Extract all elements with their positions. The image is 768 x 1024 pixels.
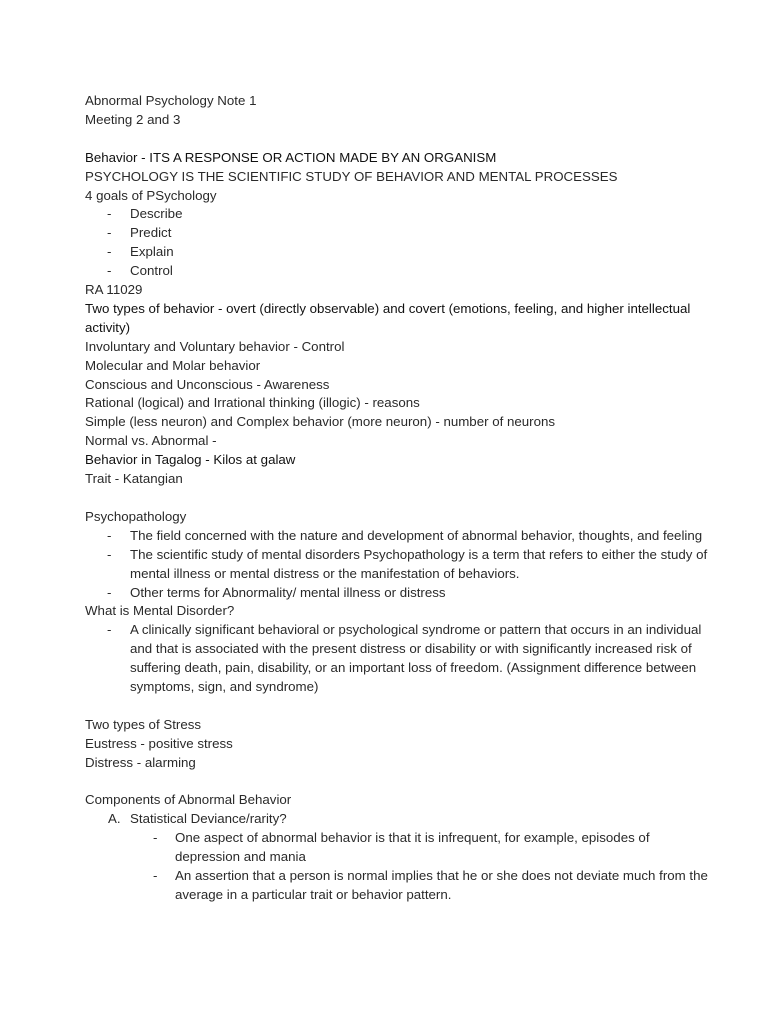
- spacer: [85, 697, 708, 716]
- ra-number: RA 11029: [85, 282, 143, 298]
- list-item-text: A clinically significant behavioral or psychological syndrome or pattern that occurs in an individual and that is associated with the present distress or disability or with significantly increased risk of suffering death, pain, disability, or an important loss of freedom. (Assignment difference between symptoms, sign, and syndrome): [130, 622, 702, 695]
- list-item: [85, 527, 708, 546]
- goal-text: Control: [130, 263, 173, 279]
- list-item-text: One aspect of abnormal behavior is that it is infrequent, for example, episodes of depression and mania: [175, 830, 650, 865]
- simple-complex: Simple (less neuron) and Complex behavior (more neuron) - number of neurons: [85, 414, 556, 430]
- list-item: [85, 829, 708, 867]
- list-item: [85, 224, 708, 243]
- psychopathology-list: [85, 527, 708, 603]
- goal-text: Predict: [130, 225, 172, 241]
- psychology-definition: PSYCHOLOGY IS THE SCIENTIFIC STUDY OF BEHAVIOR AND MENTAL PROCESSES: [85, 168, 618, 184]
- normal-abnormal: Normal vs. Abnormal -: [85, 433, 217, 449]
- dash-marker: -: [107, 263, 112, 279]
- doc-title: Abnormal Psychology Note 1: [85, 93, 257, 108]
- spacer: [85, 130, 708, 149]
- psychopathology-heading: Psychopathology: [85, 508, 187, 524]
- goal-text: Explain: [130, 244, 174, 260]
- trait-line: Trait - Katangian: [85, 471, 183, 487]
- list-item: [85, 810, 708, 829]
- dash-marker: -: [153, 868, 158, 884]
- distress-line: Distress - alarming: [85, 754, 196, 770]
- mental-disorder-list: [85, 621, 708, 697]
- dash-marker: -: [107, 546, 112, 562]
- dash-marker: -: [107, 225, 112, 241]
- behavior-tagalog: Behavior in Tagalog - Kilos at galaw: [85, 452, 296, 468]
- list-item: [85, 584, 708, 603]
- alpha-marker: A.: [108, 811, 121, 827]
- list-item-text: An assertion that a person is normal implies that he or she does not deviate much from the average in a particular trait or behavior pattern.: [175, 868, 708, 902]
- list-item: [85, 621, 708, 697]
- list-item-text: The field concerned with the nature and development of abnormal behavior, thoughts, and feeling: [130, 527, 703, 543]
- spacer: [85, 773, 708, 792]
- dash-marker: -: [107, 206, 112, 222]
- list-item-text: Other terms for Abnormality/ mental illness or distress: [130, 584, 446, 600]
- spacer: [85, 489, 708, 508]
- goals-list: [85, 205, 708, 281]
- dash-marker: -: [107, 527, 112, 543]
- goals-heading: 4 goals of PSychology: [85, 187, 217, 203]
- list-item-text: Statistical Deviance/rarity?: [130, 811, 287, 827]
- list-item: [85, 243, 708, 262]
- statistical-deviance-list: [85, 829, 708, 905]
- list-item: [85, 867, 708, 905]
- dash-marker: -: [107, 244, 112, 260]
- rational-irrational: Rational (logical) and Irrational thinking (illogic) - reasons: [85, 395, 420, 411]
- goal-text: Describe: [130, 206, 183, 222]
- involuntary-voluntary: Involuntary and Voluntary behavior - Control: [85, 338, 345, 354]
- mental-disorder-heading: What is Mental Disorder?: [85, 603, 235, 619]
- list-item-text: The scientific study of mental disorders Psychopathology is a term that refers to either the study of mental illness or mental distress or the manifestation of behaviors.: [130, 546, 708, 581]
- list-item: [85, 205, 708, 224]
- molecular-molar: Molecular and Molar behavior: [85, 357, 261, 373]
- dash-marker: -: [153, 830, 158, 846]
- list-item: [85, 262, 708, 281]
- eustress-line: Eustress - positive stress: [85, 735, 233, 751]
- stress-heading: Two types of Stress: [85, 716, 202, 732]
- types-of-behavior: Two types of behavior - overt (directly observable) and covert (emotions, feeling, and higher intellectual activity): [85, 300, 691, 335]
- dash-marker: -: [107, 622, 112, 638]
- components-list: [85, 810, 708, 829]
- dash-marker: -: [107, 584, 112, 600]
- list-item: [85, 546, 708, 584]
- doc-subtitle: Meeting 2 and 3: [85, 111, 181, 127]
- behavior-definition: Behavior - ITS A RESPONSE OR ACTION MADE BY AN ORGANISM: [85, 149, 497, 165]
- components-heading: Components of Abnormal Behavior: [85, 792, 292, 808]
- conscious-unconscious: Conscious and Unconscious - Awareness: [85, 376, 330, 392]
